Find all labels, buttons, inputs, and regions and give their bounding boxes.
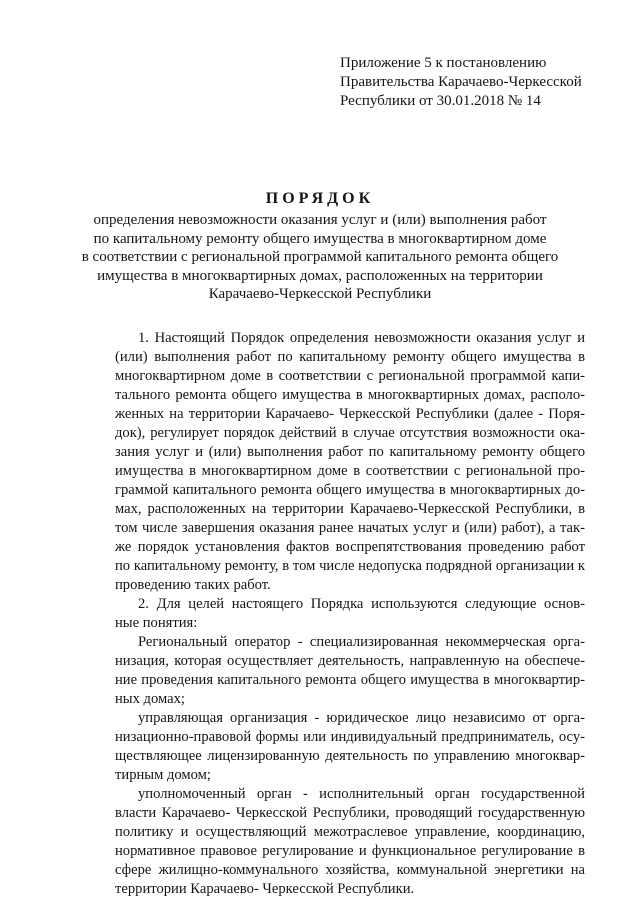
body-line: власти Карачаево- Черкесской Республики, проводящий государственную: [115, 805, 585, 821]
document-body: [115, 329, 585, 899]
body-line: низация, которая осуществляет деятельность, направленную на обеспече-: [115, 653, 585, 669]
body-line: ществляющее лицензированную деятельность по управлению многоквар-: [115, 748, 585, 764]
body-line: ные понятия:: [115, 615, 198, 631]
subtitle-line: имущества в многоквартирных домах, расположенных на территории: [97, 267, 543, 284]
body-line: территории Карачаево- Черкесской Республики.: [115, 881, 415, 897]
body-line: (или) выполнения работ по капитальному ремонту общего имущества в: [115, 349, 585, 365]
body-line: граммой капитального ремонта общего имущества в многоквартирных до-: [115, 482, 585, 498]
body-line: тального ремонта общего имущества в многоквартирных домах, располо-: [115, 387, 585, 403]
subtitle-line: в соответствии с региональной программой капитального ремонта общего: [81, 249, 559, 265]
document-subtitle: [80, 211, 560, 304]
body-line: Региональный оператор - специализированная некоммерческая орга-: [138, 634, 585, 650]
body-line: проведению таких работ.: [115, 577, 271, 593]
body-line: док), регулирует порядок действий в случае отсутствия возможности ока-: [115, 425, 585, 441]
subtitle-line: определения невозможности оказания услуг и (или) выполнения работ: [93, 212, 547, 228]
body-line: многоквартирном доме в соответствии с региональной программой капи-: [115, 368, 585, 384]
body-line: 2. Для целей настоящего Порядка используются следующие основ-: [138, 596, 585, 612]
appendix-line: Правительства Карачаево-Черкесской: [340, 74, 582, 90]
body-line: уполномоченный орган - исполнительный орган государственной: [138, 786, 585, 802]
body-line: же порядок установления фактов воспрепятствования проведению работ: [115, 539, 585, 555]
body-line: сфере жилищно-коммунального хозяйства, коммунальной энергетики на: [115, 862, 585, 878]
body-line: мах, расположенных на территории Карачаево-Черкесской Республики, в: [115, 501, 585, 517]
subtitle-line: Карачаево-Черкесской Республики: [208, 286, 432, 302]
body-line: женных на территории Карачаево- Черкесской Республики (далее - Поря-: [115, 406, 585, 422]
appendix-line: Республики от 30.01.2018 № 14: [340, 93, 541, 109]
body-line: тирным домом;: [115, 767, 211, 783]
body-line: низационно-правовой формы или индивидуальный предприниматель, осу-: [115, 729, 585, 745]
subtitle-line: по капитальному ремонту общего имущества в многоквартирном доме: [93, 230, 547, 247]
body-line: ных домах;: [115, 691, 185, 707]
body-line: том числе завершения оказания ранее начатых услуг и (или) работ), а так-: [115, 520, 585, 536]
body-line: политику и осуществляющий межотраслевое управление, координацию,: [115, 824, 585, 840]
document-title: ПОРЯДОК: [265, 190, 375, 207]
body-line: имущества в многоквартирном доме в соответствии с региональной про-: [115, 463, 585, 479]
body-line: нормативное правовое регулирование и функциональное регулирование в: [115, 843, 585, 859]
appendix-line: Приложение 5 к постановлению: [340, 55, 547, 71]
body-line: управляющая организация - юридическое лицо независимо от орга-: [138, 710, 585, 726]
appendix-reference: [340, 54, 582, 111]
body-line: зания услуг и (или) выполнения работ по капитальному ремонту общего: [115, 444, 585, 460]
body-line: по капитальному ремонту, в том числе недопуска подрядной организации к: [115, 558, 585, 574]
body-line: ние проведения капитального ремонта общего имущества в многоквартир-: [115, 672, 585, 688]
body-line: 1. Настоящий Порядок определения невозможности оказания услуг и: [138, 330, 585, 346]
